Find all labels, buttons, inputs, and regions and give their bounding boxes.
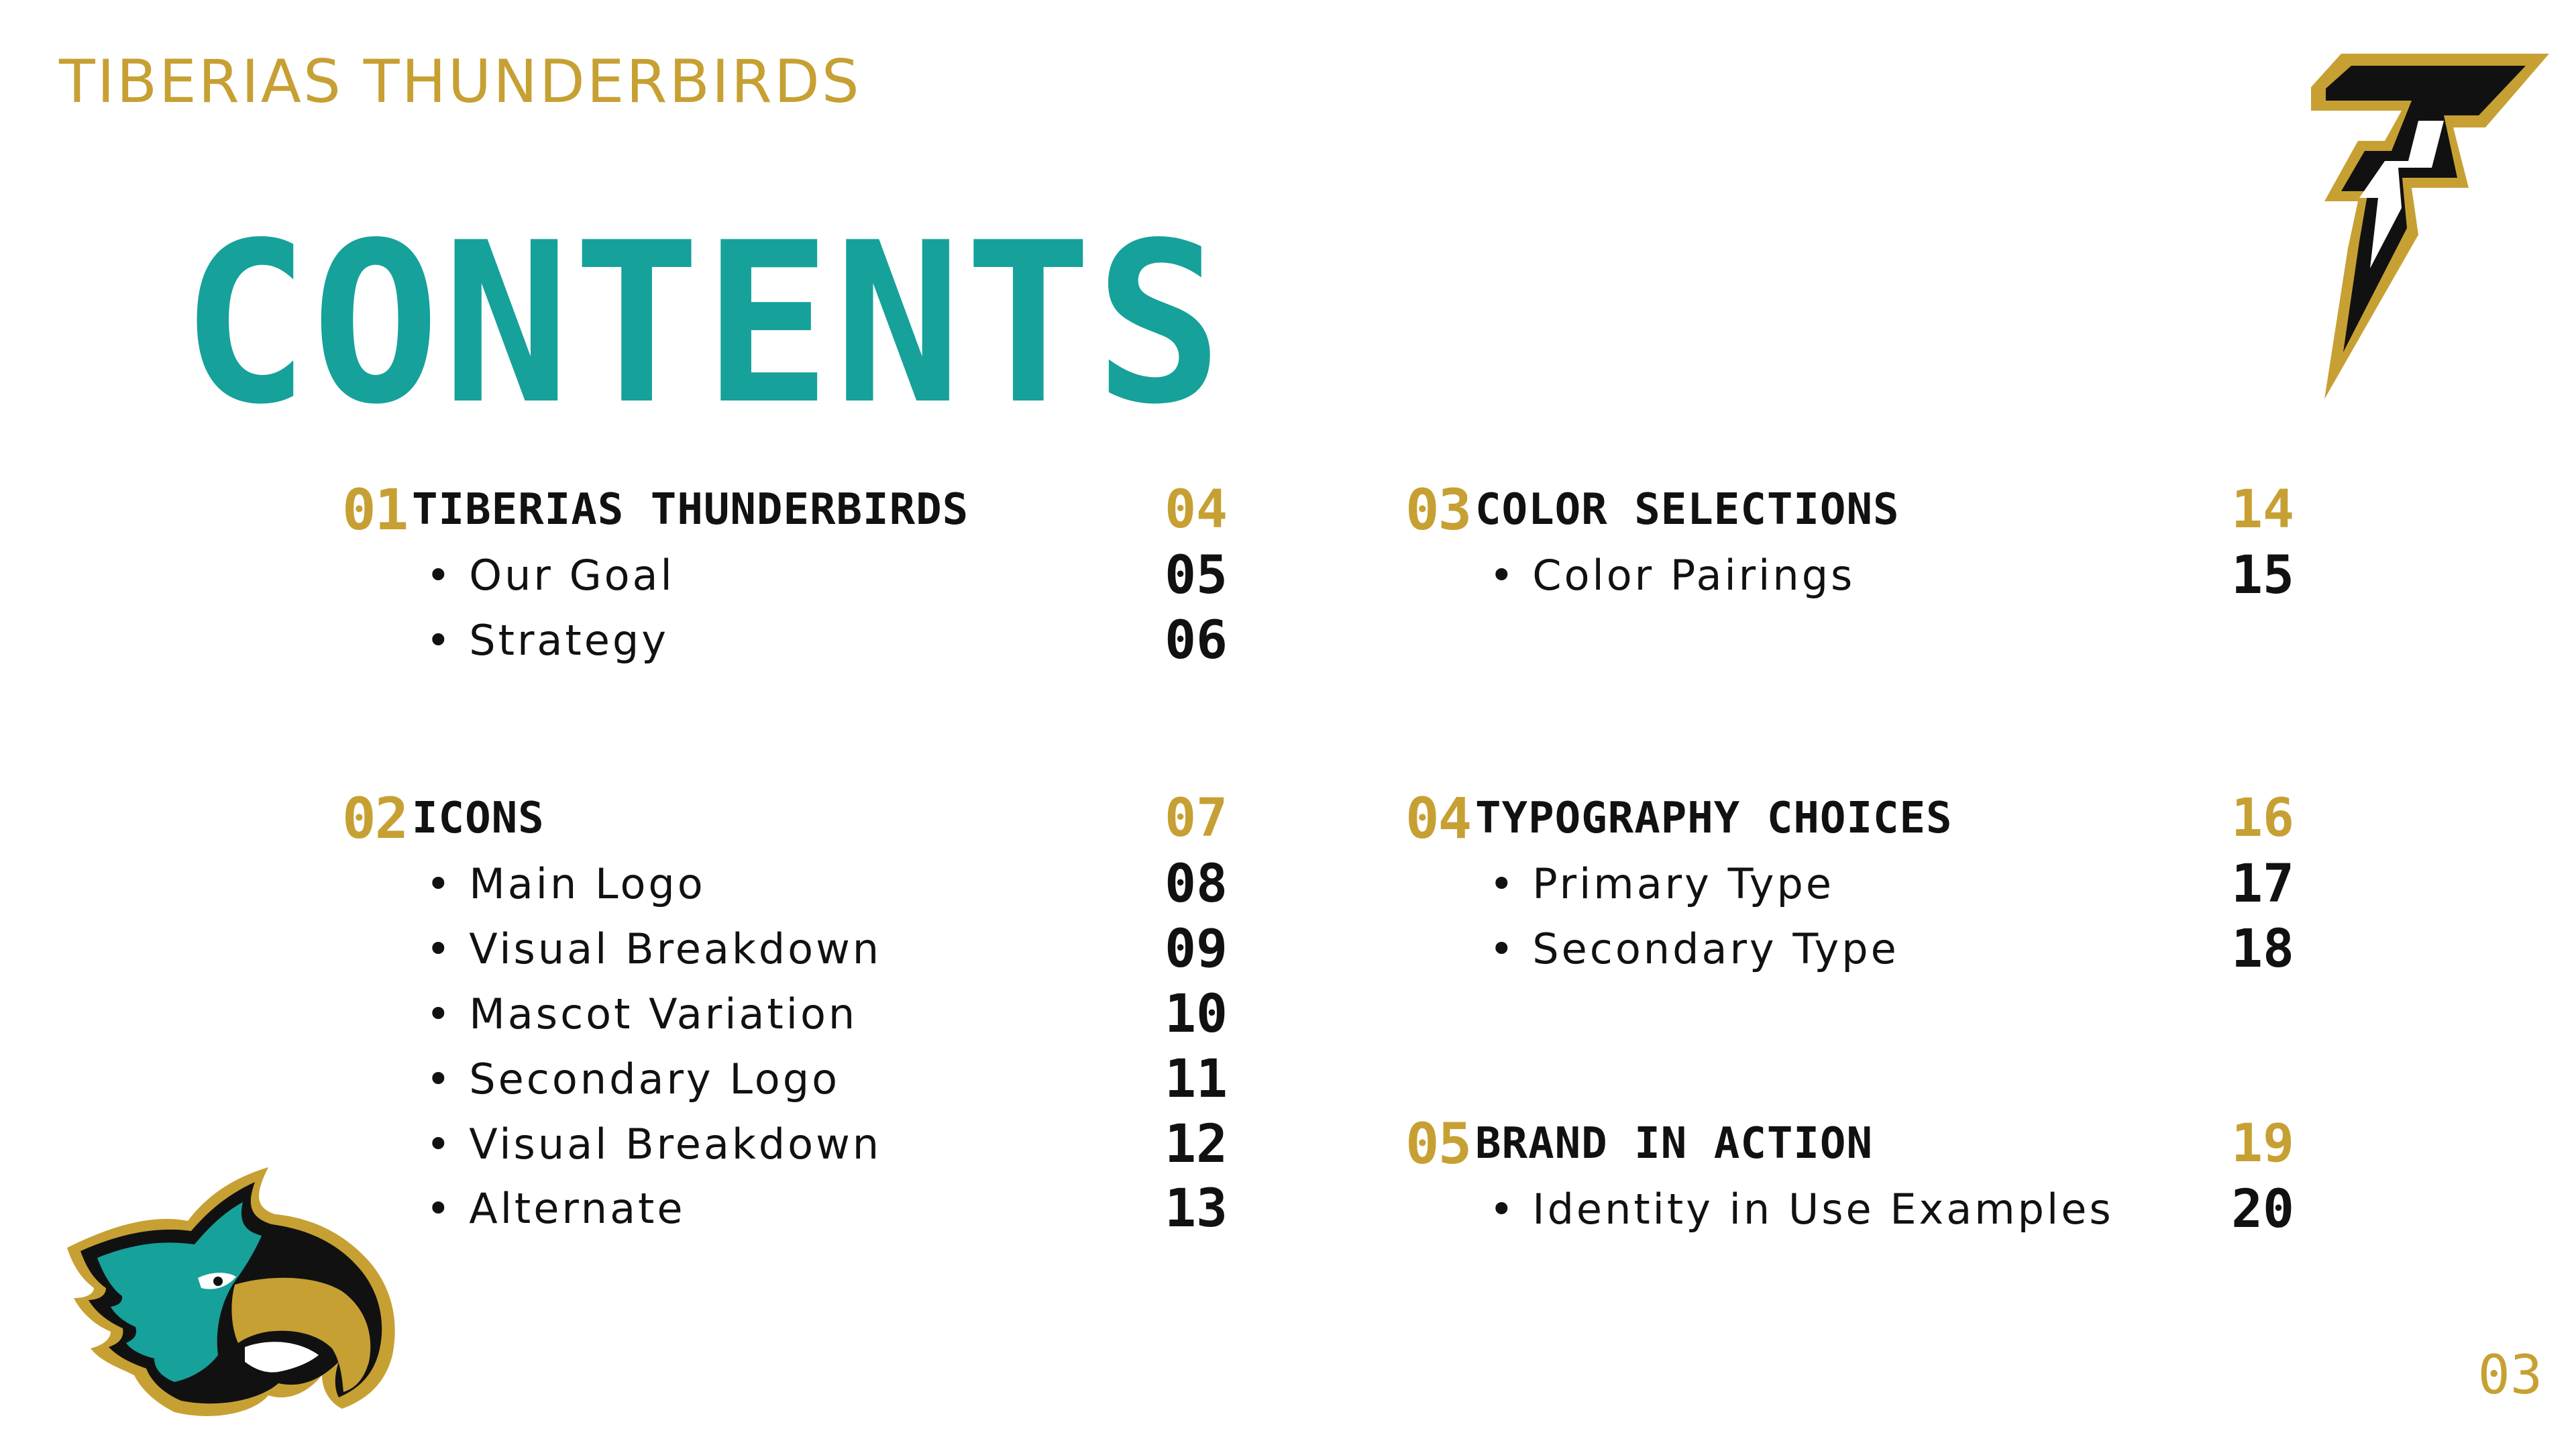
page-number: 03: [2477, 1344, 2542, 1406]
item-page-number: 09: [1165, 919, 1228, 979]
section-title: TIBERIAS THUNDERBIRDS: [412, 485, 969, 535]
toc-item[interactable]: • Main Logo: [426, 859, 706, 908]
toc-item[interactable]: • Identity in Use Examples: [1489, 1185, 2114, 1234]
toc-item[interactable]: • Strategy: [426, 616, 669, 665]
section-number: 02: [342, 786, 408, 851]
item-page-number: 08: [1165, 854, 1228, 914]
section-title: ICONS: [412, 794, 545, 843]
toc-item[interactable]: • Our Goal: [426, 551, 675, 600]
page-title: CONTENTS: [181, 195, 1226, 453]
toc-section-head[interactable]: [1405, 1110, 1873, 1177]
toc-item[interactable]: • Mascot Variation: [426, 989, 858, 1038]
section-number: 04: [1405, 786, 1471, 851]
item-page-number: 13: [1165, 1179, 1228, 1239]
toc-item[interactable]: • Visual Breakdown: [426, 1120, 882, 1169]
section-page-number: 04: [1165, 480, 1228, 540]
section-title: BRAND IN ACTION: [1475, 1119, 1873, 1169]
item-page-number: 17: [2231, 854, 2294, 914]
item-page-number: 10: [1165, 984, 1228, 1044]
toc-item[interactable]: • Alternate: [426, 1184, 686, 1233]
toc-item[interactable]: • Visual Breakdown: [426, 924, 882, 973]
toc-item[interactable]: • Secondary Logo: [426, 1055, 841, 1104]
section-title: TYPOGRAPHY CHOICES: [1475, 794, 1953, 843]
section-number: 01: [342, 477, 408, 543]
toc-item[interactable]: • Secondary Type: [1489, 924, 1899, 973]
toc-item[interactable]: • Color Pairings: [1489, 551, 1856, 600]
toc-section-head[interactable]: [342, 785, 545, 852]
item-page-number: 18: [2231, 919, 2294, 979]
thunderbolt-t-logo: [2284, 47, 2553, 402]
item-page-number: 11: [1165, 1049, 1228, 1110]
item-page-number: 20: [2231, 1179, 2294, 1240]
thunderbird-mascot-logo: [54, 1167, 402, 1422]
section-page-number: 07: [1165, 788, 1228, 849]
toc-section-head[interactable]: [342, 476, 969, 543]
item-page-number: 15: [2231, 545, 2294, 606]
toc-section-head[interactable]: [1405, 476, 1900, 543]
toc-section-head[interactable]: [1405, 785, 1953, 852]
section-page-number: 14: [2231, 480, 2294, 540]
item-page-number: 05: [1165, 545, 1228, 606]
section-number: 03: [1405, 477, 1471, 543]
brand-title: TIBERIAS THUNDERBIRDS: [59, 47, 861, 116]
section-page-number: 16: [2231, 788, 2294, 849]
section-page-number: 19: [2231, 1114, 2294, 1174]
item-page-number: 06: [1165, 610, 1228, 671]
section-number: 05: [1405, 1111, 1471, 1177]
toc-item[interactable]: • Primary Type: [1489, 859, 1834, 908]
item-page-number: 12: [1165, 1114, 1228, 1175]
section-title: COLOR SELECTIONS: [1475, 485, 1900, 535]
